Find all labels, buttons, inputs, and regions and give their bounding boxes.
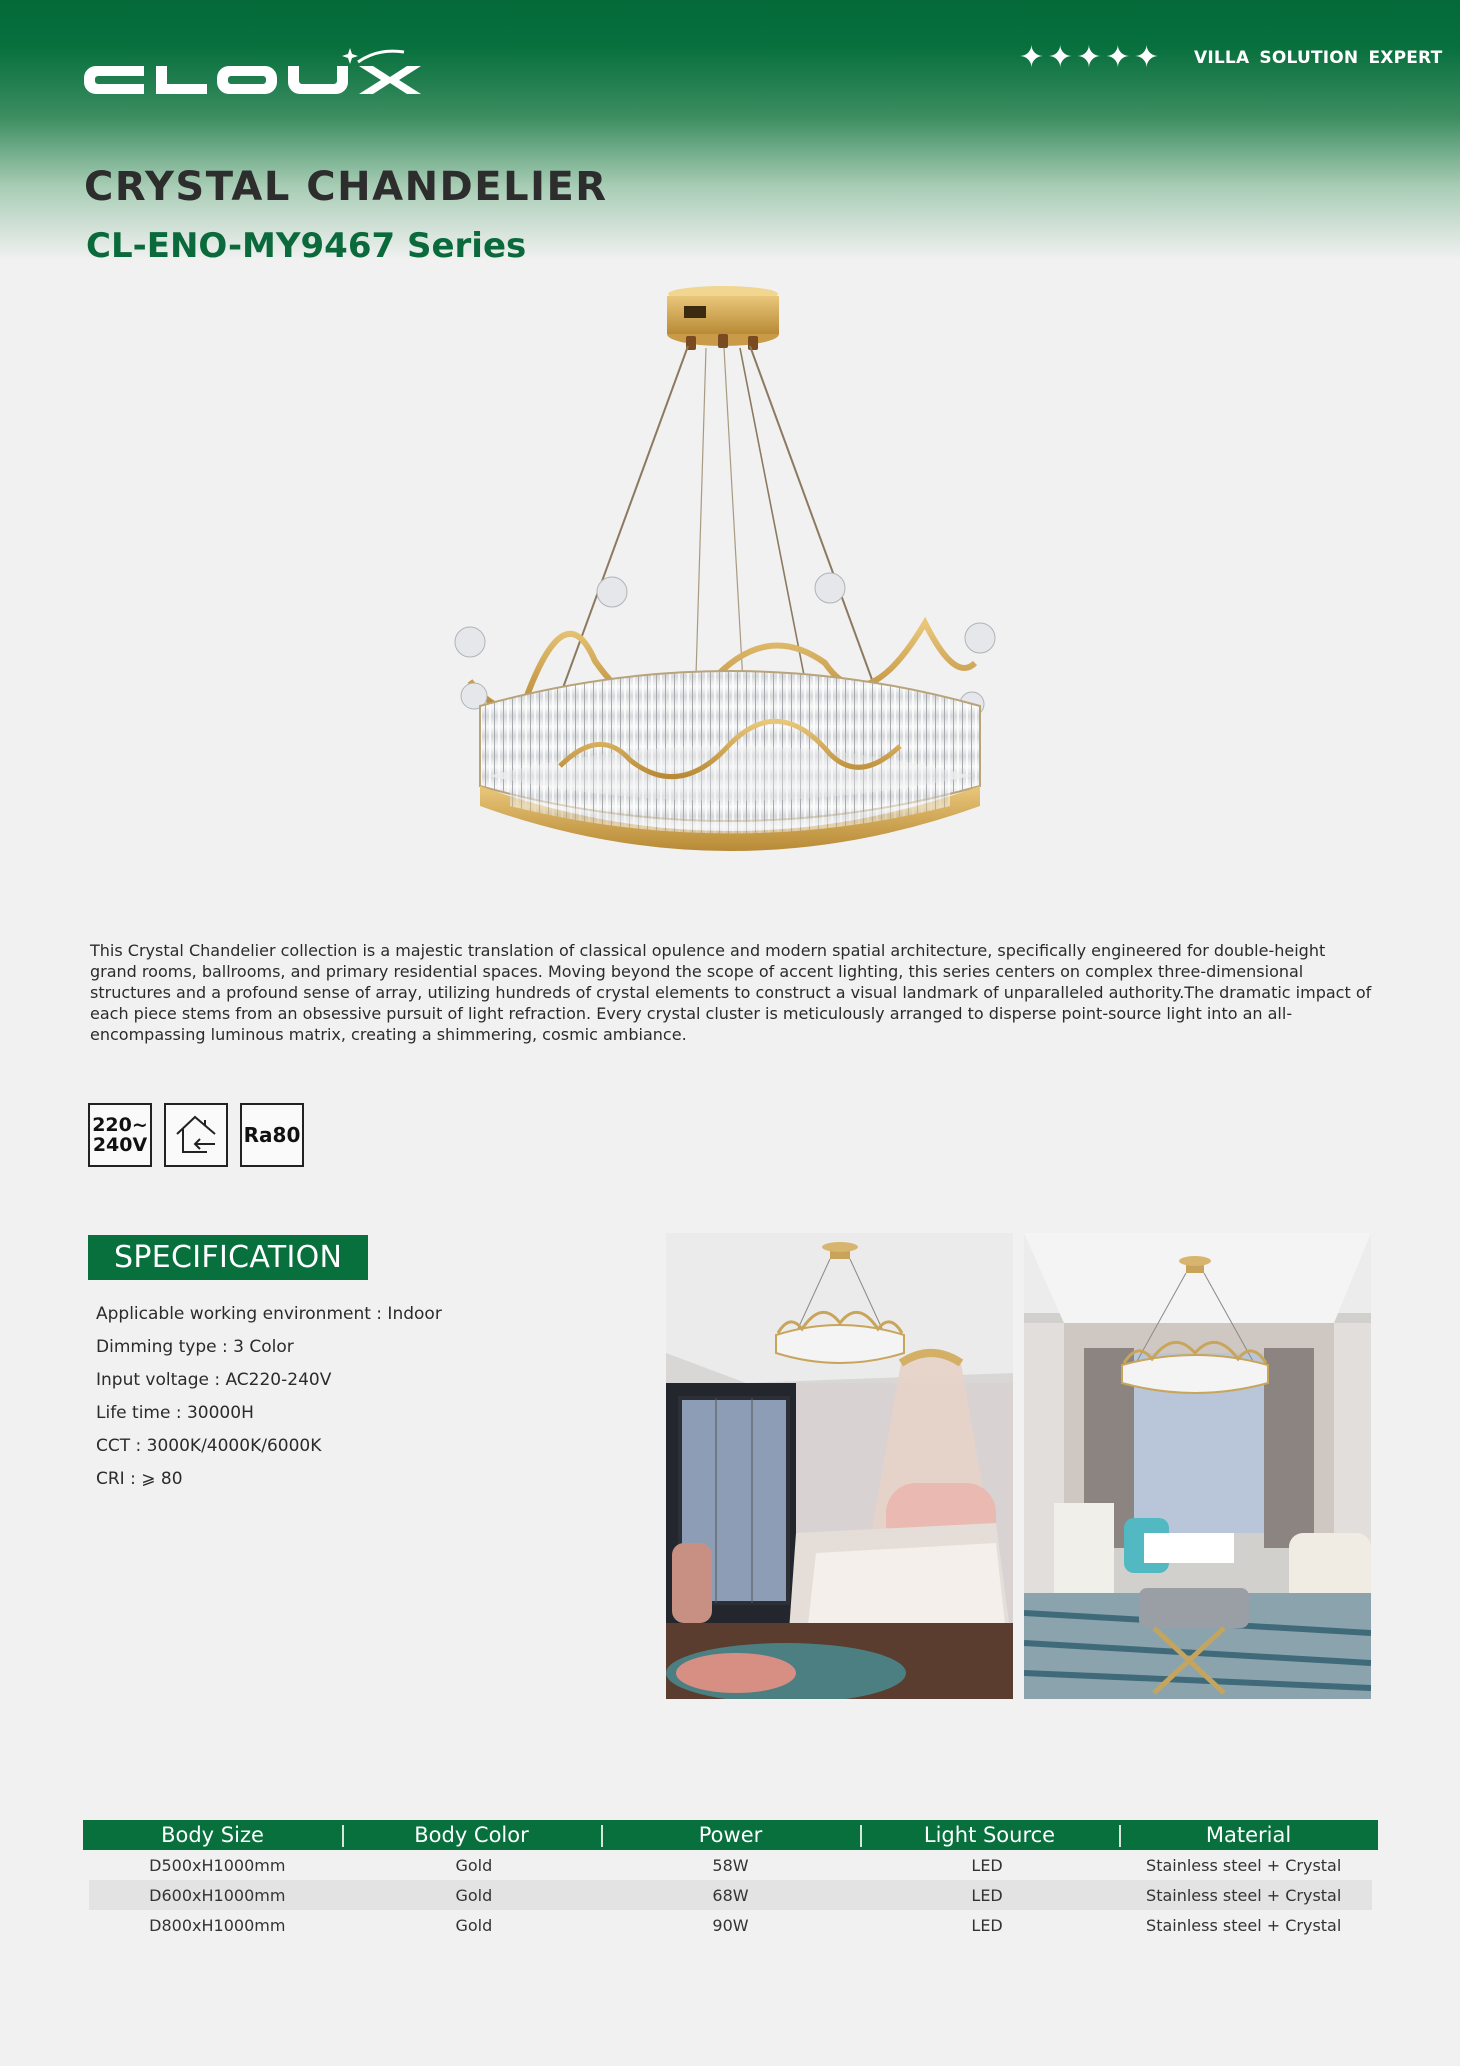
table-cell: LED <box>971 1855 1003 1875</box>
voltage-line-1: 220~ <box>92 1114 148 1136</box>
table-cell: LED <box>971 1915 1003 1935</box>
specification-heading: SPECIFICATION <box>88 1235 368 1280</box>
star-icon: ✦ <box>1105 40 1131 75</box>
feature-badges <box>88 1103 304 1167</box>
table-cell: Gold <box>455 1855 493 1875</box>
chandelier-product-image <box>440 286 1020 886</box>
page-title: CRYSTAL CHANDELIER <box>84 164 608 210</box>
table-cell: D800xH1000mm <box>149 1915 286 1935</box>
table-cell: 68W <box>712 1885 749 1905</box>
table-row <box>89 1880 1372 1910</box>
voltage-badge <box>88 1103 152 1167</box>
spec-item: Life time : 30000H <box>96 1403 254 1423</box>
spec-item: CCT : 3000K/4000K/6000K <box>96 1436 322 1456</box>
star-icon: ✦ <box>1076 40 1102 75</box>
table-cell: D600xH1000mm <box>149 1885 286 1905</box>
column-header-material: Material <box>1119 1820 1378 1850</box>
table-cell: Stainless steel + Crystal <box>1146 1915 1342 1935</box>
table-row <box>89 1850 1372 1880</box>
table-cell: Stainless steel + Crystal <box>1146 1885 1342 1905</box>
cloux-logo <box>84 44 436 104</box>
indoor-house-icon <box>171 1112 221 1158</box>
column-header-power: Power <box>601 1820 860 1850</box>
column-header-body-size: Body Size <box>161 1823 264 1847</box>
product-description: This Crystal Chandelier collection is a majestic translation of classical opulence and modern spatial architecture, specifically engineered for double-height grand rooms, ballrooms, and primary residential spaces. Moving beyond the scope of accent lighting, this series centers on complex three-dimensional structures and a profound sense of array, utilizing hundreds of crystal elements to construct a visual landmark of unparalleled authority.The dramatic impact of each piece stems from an obsessive pursuit of light refraction. Every crystal cluster is meticulously arranged to disperse point-source light into an all-encompassing luminous matrix, creating a shimmering, cosmic ambiance. <box>90 941 1372 1044</box>
column-header-body-color: Body Color <box>342 1820 601 1850</box>
brand-tagline: VILLA SOLUTION EXPERT <box>1194 48 1443 68</box>
table-cell: 90W <box>712 1915 749 1935</box>
star-icon: ✦ <box>1134 40 1160 75</box>
living-room-scene-photo <box>1024 1233 1371 1699</box>
spec-item: Applicable working environment : Indoor <box>96 1304 442 1324</box>
cri-badge: Ra80 <box>240 1103 304 1167</box>
table-header-row <box>83 1820 1378 1850</box>
column-header-light-source: Light Source <box>860 1820 1119 1850</box>
table-cell: Stainless steel + Crystal <box>1146 1855 1342 1875</box>
table-cell: Gold <box>455 1915 493 1935</box>
series-name: CL-ENO-MY9467 Series <box>86 226 527 266</box>
specification-list <box>96 1302 442 1500</box>
table-cell: Gold <box>455 1885 493 1905</box>
star-icon: ✦ <box>1047 40 1073 75</box>
header-band <box>0 0 1460 260</box>
spec-item: CRI : ⩾ 80 <box>96 1469 183 1489</box>
table-cell: D500xH1000mm <box>149 1855 286 1875</box>
voltage-line-2: 240V <box>92 1134 148 1156</box>
spec-item: Dimming type : 3 Color <box>96 1337 294 1357</box>
table-cell: 58W <box>712 1855 749 1875</box>
table-row <box>89 1910 1372 1940</box>
star-icon: ✦ <box>1018 40 1044 75</box>
rating-stars <box>1018 40 1160 76</box>
spec-item: Input voltage : AC220-240V <box>96 1370 332 1390</box>
bedroom-scene-photo <box>666 1233 1013 1699</box>
table-cell: LED <box>971 1885 1003 1905</box>
model-table <box>83 1820 1378 1940</box>
indoor-badge <box>164 1103 228 1167</box>
